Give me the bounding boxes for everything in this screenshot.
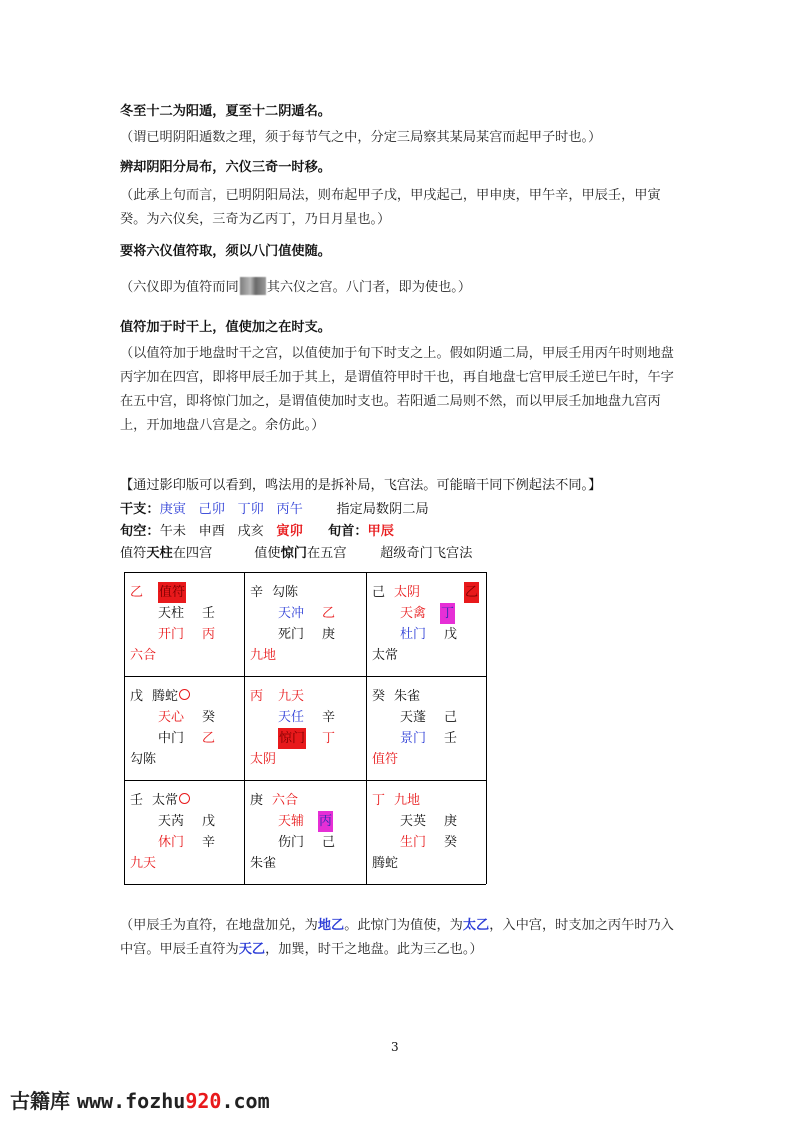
- earth-stem: 丁: [322, 731, 336, 746]
- keyword-tian-yi: 天乙: [238, 942, 266, 957]
- zhishi-post: 在五宫: [306, 546, 347, 561]
- star: 天冲: [278, 606, 305, 621]
- palace-4: [130, 582, 252, 686]
- circle-marker-icon: [179, 689, 190, 700]
- bottom-deity: 腾蛇: [372, 856, 399, 871]
- door: 中门: [158, 731, 185, 746]
- hidden-stem: 壬: [202, 606, 216, 621]
- ganzhi-year: 庚寅: [159, 502, 186, 517]
- xunkong-row: [120, 522, 394, 542]
- bottom-deity: 朱雀: [250, 856, 277, 871]
- xunkong-label: 旬空：: [120, 524, 160, 539]
- door: 休门: [158, 835, 185, 850]
- verse-line-4: 值符加于时干上，值使加之在时支。: [120, 320, 331, 335]
- circle-marker-icon: [179, 793, 190, 804]
- hidden-stem: 己: [444, 710, 458, 725]
- palace-5: [250, 686, 372, 790]
- door: 杜门: [400, 627, 427, 642]
- grid-line: [124, 572, 486, 573]
- blurred-glyph-image: [240, 277, 266, 295]
- ganzhi-hour: 丙午: [276, 502, 303, 517]
- earth-stem: 乙: [202, 731, 216, 746]
- verse-line-3: 要将六仪值符取，须以八门值使随。: [120, 244, 331, 259]
- note-3-part-b: 其六仪之宫。八门者，即为使也。）: [266, 280, 472, 295]
- star: 天英: [400, 814, 427, 829]
- door: 惊门: [278, 728, 306, 749]
- heaven-stem: 戊: [130, 689, 144, 704]
- earth-stem: 庚: [322, 627, 336, 642]
- heaven-stem: 丙: [250, 689, 264, 704]
- deity: 九地: [394, 793, 421, 808]
- ganzhi-row: [120, 500, 429, 520]
- closing-part-4: ，加巽，时干之地盘。此为三乙也。）: [265, 942, 483, 957]
- deity: 六合: [272, 793, 299, 808]
- grid-line: [124, 572, 125, 884]
- palace-6: [372, 790, 494, 894]
- deity: 九天: [278, 689, 305, 704]
- bottom-deity: 值符: [372, 752, 399, 767]
- verse-line-1: 冬至十二为阳遁，夏至十二阴遁名。: [120, 104, 331, 119]
- earth-stem: 丙: [202, 627, 216, 642]
- note-3: [120, 276, 680, 300]
- hidden-stem: 癸: [202, 710, 216, 725]
- closing-note: [120, 914, 680, 962]
- earth-stem: 癸: [444, 835, 458, 850]
- door: 景门: [400, 731, 427, 746]
- note-4: （以值符加于地盘时干之宫，以值使加于旬下时支之上。假如阴遁二局，甲辰壬用丙午时则地盘丙字加在四宫，即将甲辰壬加于其上，是谓值符甲时干也，再自地盘七宫甲辰壬逆巳午时，午字在五中宫，即将惊门加之，是谓值使加时支也。若阳遁二局则不然，而以甲辰壬加地盘九宫丙上，开加地盘八宫是之。余仿此。）: [120, 346, 674, 433]
- star: 天柱: [158, 606, 185, 621]
- footer-site-num: 920: [185, 1089, 222, 1113]
- star: 天任: [278, 710, 305, 725]
- bottom-deity: 勾陈: [130, 752, 157, 767]
- nine-palace-grid: [120, 572, 488, 884]
- method-label: 超级奇门飞宫法: [380, 546, 473, 561]
- palace-2: [372, 582, 494, 686]
- palace-3: [130, 686, 252, 790]
- ganzhi-month: 己卯: [198, 502, 225, 517]
- deity: 太阴: [394, 585, 421, 600]
- zhifu-pre: 值符: [120, 546, 147, 561]
- zhifu-post: 在四宫: [172, 546, 213, 561]
- star: 天芮: [158, 814, 185, 829]
- hidden-stem: 辛: [322, 710, 336, 725]
- note-2: （此承上句而言，已明阴阳局法，则布起甲子戊，甲戌起己，甲申庚，甲午辛，甲辰壬，甲寅癸。为六仪矣，三奇为乙丙丁，乃日月星也。）: [120, 188, 661, 227]
- hidden-stem: 庚: [444, 814, 458, 829]
- footer-brand: 古籍库: [10, 1089, 70, 1113]
- earth-stem: 己: [322, 835, 336, 850]
- deity: 勾陈: [272, 585, 299, 600]
- zhishi-door: 惊门: [280, 546, 307, 561]
- deity-with-marker: [152, 686, 190, 707]
- xunshou-label: 旬首：: [327, 524, 368, 539]
- xunkong-highlight: 寅卯: [276, 524, 303, 539]
- zhishi-pre: 值使: [254, 546, 281, 561]
- page-number: 3: [391, 1040, 399, 1054]
- hidden-stem: 丁: [440, 603, 455, 624]
- deity: 朱雀: [394, 689, 421, 704]
- footer-watermark[interactable]: [10, 1085, 270, 1114]
- zhifu-row: [120, 544, 472, 564]
- palace-1: [250, 790, 372, 894]
- heaven-stem: 癸: [372, 689, 386, 704]
- heaven-stem: 庚: [250, 793, 264, 808]
- keyword-tai-yi: 太乙: [462, 918, 490, 933]
- star: 天禽: [400, 606, 427, 621]
- palace-7: [372, 686, 494, 790]
- footer-site-b: .com: [221, 1089, 270, 1113]
- door: 生门: [400, 835, 427, 850]
- star: 天蓬: [400, 710, 427, 725]
- verse-line-2: 辨却阴阳分局布，六仪三奇一时移。: [120, 160, 331, 175]
- zhifu-star: 天柱: [146, 546, 173, 561]
- xunkong-1: 午未: [159, 524, 186, 539]
- palace-9: [250, 582, 372, 686]
- heaven-stem: 乙: [130, 585, 144, 600]
- hidden-stem: 乙: [322, 606, 336, 621]
- palace-8: [130, 790, 252, 894]
- hidden-stem: 丙: [318, 811, 333, 832]
- bottom-deity: 九天: [130, 856, 157, 871]
- ganzhi-label: 干支：: [120, 502, 160, 517]
- deity: 值符: [158, 582, 186, 603]
- heaven-stem: 丁: [372, 793, 386, 808]
- star: 天辅: [278, 814, 305, 829]
- earth-stem: 戊: [444, 627, 458, 642]
- hidden-stem: 戊: [202, 814, 216, 829]
- bottom-deity: 太常: [372, 648, 399, 663]
- ganzhi-day: 丁卯: [237, 502, 264, 517]
- ju-label: 指定局数阴二局: [336, 502, 429, 517]
- star: 天心: [158, 710, 185, 725]
- xunkong-3: 戌亥: [237, 524, 264, 539]
- heaven-stem: 辛: [250, 585, 264, 600]
- door: 死门: [278, 627, 305, 642]
- remark-line: 【通过影印版可以看到，鸣法用的是拆补局，飞宫法。可能暗干同下例起法不同。】: [120, 478, 602, 493]
- xunshou-value: 甲辰: [367, 524, 394, 539]
- closing-part-2: 。此惊门为值使，为: [344, 918, 463, 933]
- bottom-deity: 太阴: [250, 752, 277, 767]
- bottom-deity: 九地: [250, 648, 277, 663]
- footer-site: [77, 1089, 270, 1113]
- xunkong-2: 申酉: [198, 524, 225, 539]
- keyword-di-yi: 地乙: [317, 918, 345, 933]
- note-1: （谓已明阴阳遁数之理，须于每节气之中，分定三局察其某局某宫而起甲子时也。）: [120, 130, 602, 145]
- earth-stem: 辛: [202, 835, 216, 850]
- heaven-stem: 壬: [130, 793, 144, 808]
- closing-part-1: （甲辰壬为直符，在地盘加兑，为: [120, 918, 318, 933]
- heaven-stem: 己: [372, 585, 386, 600]
- door: 开门: [158, 627, 185, 642]
- note-3-part-a: （六仪即为值符而同: [120, 280, 239, 295]
- deity: 腾蛇: [152, 689, 179, 704]
- bottom-deity: 六合: [130, 648, 157, 663]
- deity-with-marker: [152, 790, 190, 811]
- door: 伤门: [278, 835, 305, 850]
- corner-stem: 乙: [464, 582, 479, 603]
- deity: 太常: [152, 793, 179, 808]
- earth-stem: 壬: [444, 731, 458, 746]
- closing-part-3: ，入中宫，时支加之丙午时乃入中宫。甲辰壬直符为: [120, 918, 674, 957]
- footer-site-a: www.fozhu: [76, 1089, 186, 1113]
